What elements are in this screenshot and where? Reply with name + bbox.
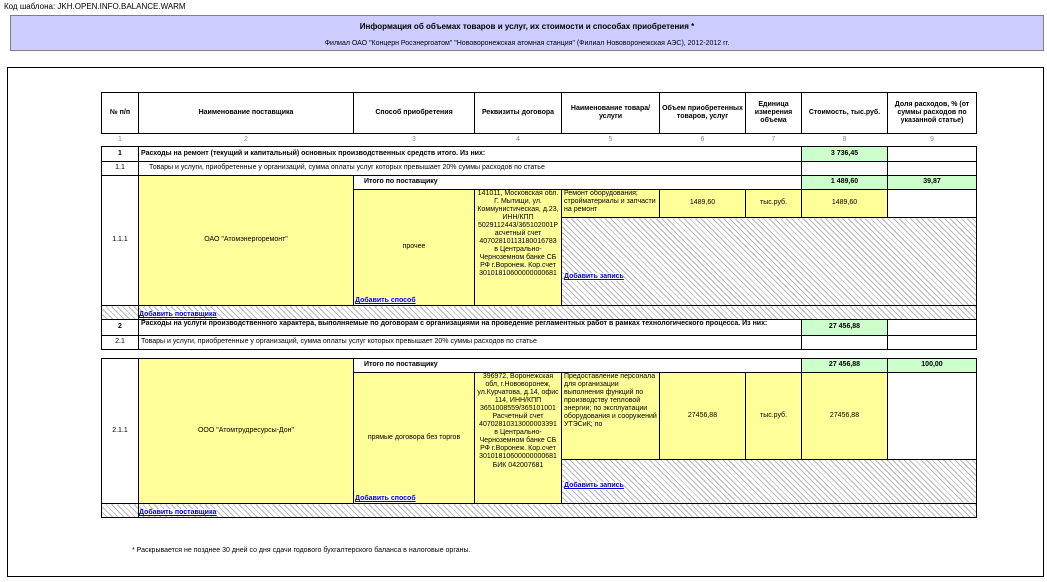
column-header: Объем приобретенных товаров, услуг (660, 93, 746, 134)
section-row (102, 320, 977, 336)
add-supplier-area (139, 306, 977, 320)
subsection-share (888, 336, 977, 350)
add-record-area (562, 459, 977, 503)
volume-field[interactable]: 27456,88 (660, 373, 746, 460)
supplier-total-value: 1 489,60 (802, 176, 888, 190)
hatched-cell (102, 504, 139, 518)
column-header: Стоимость, тыс.руб. (802, 93, 888, 134)
column-header: № п/п (102, 93, 139, 134)
purchase-method-value: прочее (402, 243, 426, 251)
column-number: 6 (660, 134, 746, 147)
template-code: Код шаблона: JKH.OPEN.INFO.BALANCE.WARM (4, 2, 186, 11)
section-total: 27 456,88 (802, 320, 888, 336)
purchase-method-field[interactable] (354, 373, 475, 504)
report-subtitle: Филиал ОАО "Концерн Росэнергоатом" "Нововоронежская атомная станция" (Филиал Нововоронежская АЭС), 2012-2012 гг. (324, 40, 730, 47)
add-record-link[interactable]: Добавить запись (564, 482, 624, 490)
cost-field[interactable]: 27456,88 (802, 373, 888, 460)
supplier-total-value: 27 456,88 (802, 359, 888, 373)
section-title: Расходы на услуги производственного характера, выполняемые по договорам с организациями на проведение регламентных работ в рамках технологического процесса. Из них: (139, 320, 802, 336)
add-supplier-row (102, 504, 977, 518)
add-supplier-area (139, 504, 977, 518)
contract-requisites-field[interactable]: 141011, Московская обл. Г. Мытищи, ул. Коммунистическая, д.23, ИНН/КПП 5029112443/365102001Р асчетный счет 40702810113180016783 в Центрально-Черноземном банке СБ РФ г.Воронеж. Кор.счет 30101810600000000681 (475, 190, 562, 306)
contract-requisites-field[interactable]: 396972, Воронежская обл, г.Нововоронеж, ул.Курчатова, д.14, офис 114, ИНН/КПП 3651008559/365101001 Расчетный счет 40702810313000003391 в Центрально-Черноземном банке СБ РФ г.Воронеж. Кор.счет 30101810600000000681 БИК 042007681 (475, 373, 562, 504)
supplier-name-field[interactable]: ООО "Атомтрудресурсы-Дон" (139, 359, 354, 504)
goods-name-field[interactable]: Ремонт оборудования; стройматериалы и запчасти на ремонт (562, 190, 660, 218)
section-number: 1 (102, 147, 139, 162)
section-row (102, 147, 977, 162)
share-field (888, 190, 977, 218)
entry-number: 2.1.1 (102, 359, 139, 504)
column-number: 9 (888, 134, 977, 147)
subsection-row (102, 162, 977, 176)
subsection-share (888, 162, 977, 176)
unit-field[interactable]: тыс.руб. (746, 190, 802, 218)
entry-number: 1.1.1 (102, 176, 139, 306)
supplier-share-value: 100,00 (888, 359, 977, 373)
data-table (101, 92, 977, 518)
column-number: 1 (102, 134, 139, 147)
add-supplier-link[interactable]: Добавить поставщика (139, 508, 217, 516)
unit-field[interactable]: тыс.руб. (746, 373, 802, 460)
supplier-total-label: Итого по поставщику (354, 176, 802, 190)
add-supplier-row (102, 306, 977, 320)
supplier-share-value: 39,87 (888, 176, 977, 190)
section-total: 3 736,45 (802, 147, 888, 162)
goods-name-field[interactable]: Предоставление персонала для организации выполнения функций по производству тепловой энергии; по эксплуатации оборудования и сооружений УТЭСиК; по (562, 373, 660, 460)
subsection-total (802, 162, 888, 176)
add-method-link[interactable]: Добавить способ (355, 296, 416, 304)
hatched-cell (102, 306, 139, 320)
share-field (888, 373, 977, 460)
supplier-total-label: Итого по поставщику (354, 359, 802, 373)
supplier-total-row (102, 359, 977, 373)
column-header: Реквизиты договора (475, 93, 562, 134)
table-header-row (102, 93, 977, 134)
column-header: Способ приобретения (354, 93, 475, 134)
purchase-method-value: прямые договора без торгов (367, 433, 461, 441)
subsection-row (102, 336, 977, 350)
column-number: 5 (562, 134, 660, 147)
cost-field[interactable]: 1489,60 (802, 190, 888, 218)
section-title: Расходы на ремонт (текущий и капитальный) основных производственных средств итого. Из них: (139, 147, 802, 162)
report-title: Информация об объемах товаров и услуг, их стоимости и способах приобретения * (359, 22, 695, 31)
add-supplier-link[interactable]: Добавить поставщика (139, 310, 217, 318)
volume-field[interactable]: 1489,60 (660, 190, 746, 218)
column-number: 8 (802, 134, 888, 147)
spacer-cell (102, 350, 977, 359)
add-record-link[interactable]: Добавить запись (564, 272, 624, 280)
column-header: Единица измерения объема (746, 93, 802, 134)
subsection-number: 1.1 (102, 162, 139, 176)
footnote: * Раскрывается не позднее 30 дней со дня сдачи годового бухгалтерского баланса в налоговые органы. (132, 547, 471, 554)
subsection-total (802, 336, 888, 350)
supplier-total-row (102, 176, 977, 190)
column-number: 2 (139, 134, 354, 147)
column-number-row (102, 134, 977, 147)
report-header (10, 15, 1044, 51)
subsection-number: 2.1 (102, 336, 139, 350)
add-record-area (562, 218, 977, 306)
supplier-name-field[interactable]: ОАО "Атомэнергоремонт" (139, 176, 354, 306)
column-header: Доля расходов, % (от суммы расходов по указанной статье) (888, 93, 977, 134)
column-header: Наименование товара/услуги (562, 93, 660, 134)
add-method-link[interactable]: Добавить способ (355, 494, 416, 502)
spacer-row (102, 350, 977, 359)
purchase-method-field[interactable] (354, 190, 475, 306)
column-header: Наименование поставщика (139, 93, 354, 134)
subsection-title: Товары и услуги, приобретенные у организаций, сумма оплаты услуг которых превышает 20% суммы расходов по статье (139, 162, 802, 176)
subsection-title: Товары и услуги, приобретенные у организаций, сумма оплаты услуг которых превышает 20% суммы расходов по статье (139, 336, 802, 350)
column-number: 4 (475, 134, 562, 147)
section-number: 2 (102, 320, 139, 336)
column-number: 7 (746, 134, 802, 147)
column-number: 3 (354, 134, 475, 147)
section-share (888, 320, 977, 336)
section-share (888, 147, 977, 162)
